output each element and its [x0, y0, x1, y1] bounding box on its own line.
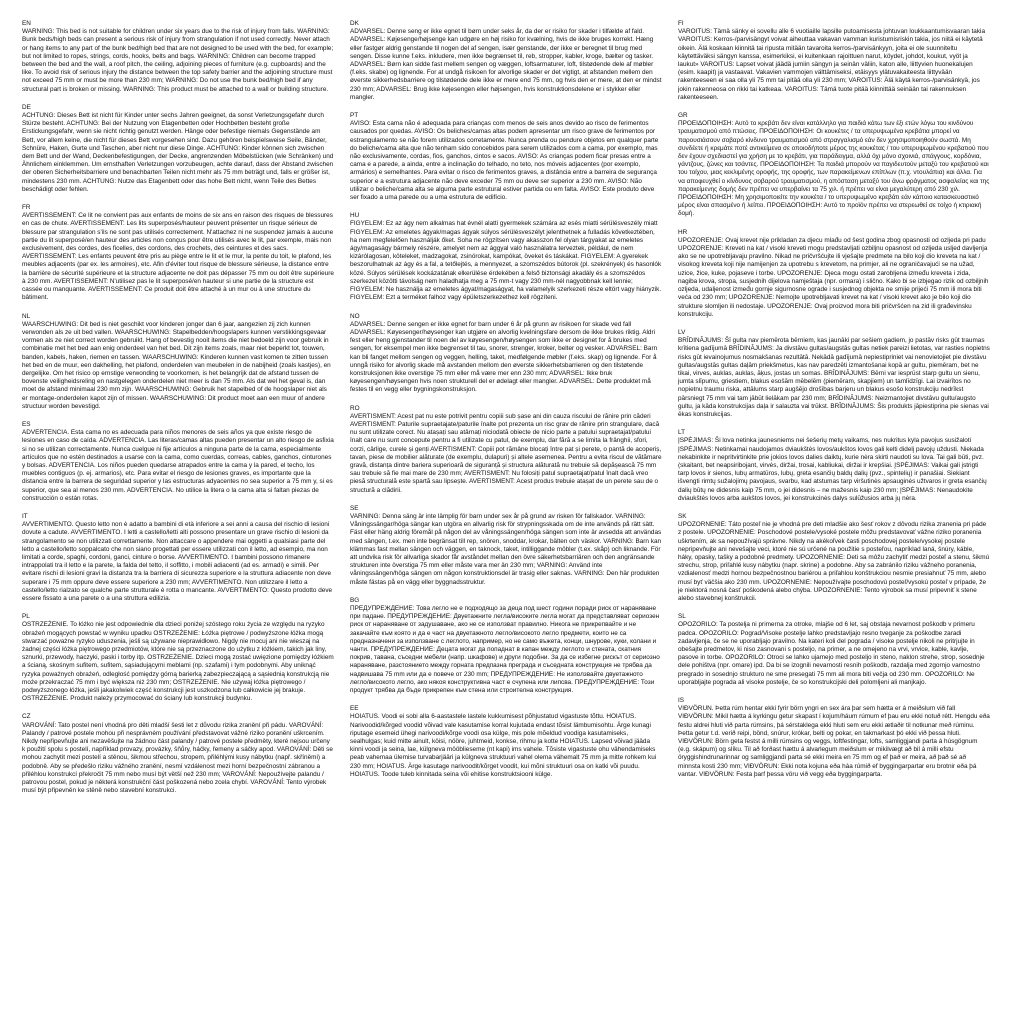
warning-text: HOIATUS. Voodi ei sobi alla 6-aastastele lastele kukkumisest põhjustatud vigastuste tõttu. HOIATUS. Narivoodid/kõrged voodid võivad vale kasutamise korral kujutada endast tõsist lämbumisohtu. Ärge kunagi riputage esemeid ühegi narivoodi/kõrge voodi osa külge, mis pole mõeldud voodiga kasutamiseks, sealhulgas; kuid mitte ainult, köisi, nööre, juhtmeid, konkse, rihmu ja kotte HOIATUS. Lapsed võivad jääda kinni voodi ja seina, lae, külgneva mööblieseme (nt kapi) ims vahele. Tõsiste vigastuste ohu vähendamiseks peab vahemaa ülemise turvabarjääri ja külgneva struktuuri vahel olema vähemalt 75 mm ja mitte rohkem kui 230 mm; HOIATUS. Ärge kasutage narivoodit/kõrget voodit, kui mõni struktuuri osa on katki või puudu. HOIATUS. Toode tuleb kinnitada seina või ehitise konstruktsiooni külge. [350, 713, 657, 778]
language-code: HU [350, 212, 360, 220]
column-middle [350, 20, 662, 1010]
section-fr [22, 204, 334, 302]
section-it [22, 513, 334, 603]
section-lt [678, 429, 990, 503]
warning-text: AVVERTIMENTO. Questo letto non è adatto a bambini di età inferiore a sei anni a causa del rischio di lesioni dovute a cadute. AVVERTIMENTO. I letti a castello/letti alti possono presentare un grave rischio di lesioni da strangolamento se non utilizzati correttamente. Non attaccare o appendere mai oggetti a qualsiasi parte del letto a castello/letto soppalcato che non siano progettati per essere utilizzati con il letto, ad esempio, ma non limitati a corde, spaghi, cordoni, ganci, cinture o borse. AVVERTIMENTO. I bambini possono rimanere intrappolati tra il letto e la parete, la falda del tetto, il soffitto, i mobili adiacenti (ad es. armadi) e simili. Per evitare rischi di lesioni gravi la distanza tra la barriera di sicurezza superiore e la struttura adiacente non deve superare i 75 mm oppure deve essere superiore a 230 mm; AVVERTIMENTO. Non utilizzare il letto a castello/letto rialzato se qualche parte strutturale è rotta o mancante. AVVERTIMENTO: Questo prodotto deve essere fissato a una parete o a una struttura edilizia. [22, 521, 333, 602]
language-code: NO [350, 312, 360, 320]
warning-text: VARNING: Denna säng är inte lämplig för barn under sex år på grund av risken för fallskador. VARNING: Våningssängar/höga sängar kan utgöra en allvarlig risk för strypningsskada om de inte används på rätt sätt. Fäst eller häng aldrig föremål på någon del av våningssängen/höga sängen som inte är avsedda att användas med sängen, t.ex. men inte begränsat till rep, snören, snoddar, krokar, bälten och väskor. VARNING: Barn kan klämmas fast mellan sängen och väggen, en taknock, taket, intilliggande möbler (t.ex. skåp) och liknande. För att undvika risk för allvarliga skador får avståndet mellan den övre säkerhetsbarriären och den angränsande strukturen inte överstiga 75 mm eller måste vara mer än 230 mm; VARNING: Använd inte våningssängen/höga sängen om någon konstruktionsdel är trasig eller saknas. VARNING: Den här produkten måste fästas på en vägg eller byggnadsstruktur. [350, 512, 662, 586]
warning-text: ПРЕДУПРЕЖДЕНИЕ: Това легло не е подходящо за деца под шест години поради риск от нараняване при падане. ПРЕДУПРЕЖДЕНИЕ: Двуетажните легла/високите легла могат да представляват сериозен риск от нараняване от задушаване, ако не се използват правилно. Никога не прикрепвайте и не закачайте към която и да е част на двуетажното легло/високото легло предмети, които не са предназначени за използване с леглото, например, но не само въжета, конци, шнурове, куки, колани и чанти. ПРЕДУПРЕЖДЕНИЕ: Децата могат да попаднат в капан между леглото и стената, скатния покрив, тавана, съседни мебели (напр. шкафове) и други подобни. За да се избегне рискът от сериозно нараняване, разстоянието между горната предпазна преграда и съседната конструкция не трябва да надвишава 75 mm или да е повече от 230 mm; ПРЕДУПРЕЖДЕНИЕ: Не използвайте двуетажното легло/високото легло, ако някоя конструктивна част е счупена или липсва. ПРЕДУПРЕЖДЕНИЕ: Този продукт трябва да бъде прикрепен към стена или строителна конструкция. [350, 605, 660, 695]
language-code: DK [350, 20, 359, 27]
warning-text: AVISO: Esta cama não é adequada para crianças com menos de seis anos devido ao risco de ferimentos causados por quedas. AVISO: Os beliches/camas altas podem apresentar um risco grave de ferimentos por estrangulamento se não forem utilizados corretamente. Nunca prenda ou pendure objetos em qualquer parte do beliche/cama alta que não tenham sido concebidos para serem utilizados com a cama, por exemplo, mas não exclusivamente, cordas, fios, ganchos, cintos e sacos. AVISO: As crianças podem ficar presas entre a cama e a parede, a ainda, entre a inclinação do telhado, no teto, nos móveis adjacentes (por exemplo, armários) e semelhantes. Para evitar o risco de ferimentos graves, a distância entre a barreira de segurança superior e a estrutura adjacente não deve exceder 75 mm ou deve ser superior a 230 mm. AVISO: Não utilizar o beliche/cama alta se alguma parte estrutural estiver partida ou em falta. AVISO: Este produto deve ser fixado a uma parede ou a uma estrutura de edifício. [350, 120, 659, 202]
warning-text: OPOZORILO: Ta postelja ni primerna za otroke, mlajše od 6 let, saj obstaja nevarnost poškodb v primeru padca. OPOZORILO: Pograd/Visoke postelje lahko predstavljajo resno tveganje za poškodbe zaradi zadavljenja, če se ne uporabljajo pravilno. Na kateri koli del pograda / visoke postelje nikoli ne pritrjujte in obešajte predmetov, ki niso zasnovani s posteljo, na primer, a ne omejeno na vrvi, vrvice, kable, kavlje, pasove in torbe. OPOZORILO: Otroci se lahko ujamejo med posteljo in steno, naklon strehe, strop, sosednje dele pohištva (npr. omare) ipd. Da bi se izognili nevarnosti resnih poškodb, razdalja med zgornjo varnostno pregrado in sosednjo strukturo ne sme presegati 75 mm ali mora biti večja od 230 mm. OPOZORILO: Ne uporabljajte pograda ali visoke postelje, če so konstrukcijski deli polomljeni ali manjkajo. [678, 621, 985, 686]
section-en [22, 20, 334, 94]
language-code: PT [350, 112, 359, 120]
warning-text: UPOZORNENIE: Táto posteľ nie je vhodná pre deti mladšie ako šesť rokov z dôvodu rizika zranenia pri páde z postele. UPOZORNENIE: Poschodové postele/vysoké postele môžu predstavovať vážne riziko poranenia uškrtením, ak sa nepoužívajú správne. Nikdy na akékoľvek časti poschodovej postele/vysokej postele nepripevňujte ani nevešajte veci, ktoré nie sú určené na použitie s posteľou, napríklad laná, šnúry, káble, háky, opasky, tašky a podobné predmety. UPOZORNENIE: Deti sa môžu zachytiť medzi posteľ a stenu, šikmú strechu, strop, priľahlé kusy nábytku (napr. skrine) a podobne. Aby sa zabránilo riziku vážneho poranenia, vzdialenosť medzi hornou bezpečnostnou bariérou a priľahlou konštrukciou nesmie presiahnuť 75 mm, alebo musí byť väčšia ako 230 mm. UPOZORNENIE: Nepoužívajte poschodovú posteľ/vysokú posteľ v prípade, že je niektorá nosná časť poškodená alebo chýba. UPOZORNENIE: Tento výrobok sa musí pripevniť k stene alebo stavebnej konštrukcii. [678, 521, 990, 602]
section-no [350, 313, 662, 395]
language-code: DE [22, 103, 31, 111]
warning-text: WARNING: This bed is not suitable for children under six years due to the risk of injury from falls. WARNING: Bunk beds/high beds can present a serious risk of injury from strangulation if not used correctly. Never attach or hang items to any part of the bunk bed/high bed that are not designed to be used with the bed, for example; but not limited to ropes, strings, cords, hooks, belts and bags. WARNING: Children can become trapped between the bed and the wall, a roof pitch, the ceiling, adjoining pieces of furniture (e.g. cupboards) and the like. To avoid risk of serious injury the distance between the top safety barrier and the adjoining structure must not exceed 75 mm or must be more than 230 mm; WARNING: Do not use the bunk bed/high bed if any structural part is broken or missing. WARNING: This product must be attached to a wall or building structure. [22, 28, 334, 93]
warning-text: VIÐVÖRUN. Þetta rúm hentar ekki fyrir börn yngri en sex ára þar sem hætta er á meiðslum við fall VIÐVÖRUN: Mikil hætta á kyrkingu getur skapast í kojum/háum rúmum ef þau eru ekki notuð rétt. Hengdu eða festu aldrei hluti við parta rúmsins, þá sérstaklega ekki hluti sem eru ekki ætlaðir til notkunar með rúminu. Þetta getur t.d. verið reipi, bönd, snúrur, krókar, belti og pokar, en takmarkast þó ekki við þessa hluti. VIÐVÖRUN: Börn geta festst á milli rúmsins og veggs, loftfestingar, lofts, samliggjandi parta á húsgögnum (e.g. skápum) og slíku. Til að forðast hættu á alvarlegum meiðslum er mikilvægt að bil á milli efstu öryggishindrunarinnar og samliggjandi parta sé ekki meira en 75 mm og ef það er meira, að það sé að minnsta kosti 230 mm; VIÐVÖRUN: Ekki nota kojuna eða háa rúmið ef byggingarpartar eru brotnir eða þá vantar. VIÐVÖRUN: Festa þarf þessa vöru við vegg eða byggingarparta. [678, 705, 990, 778]
column-left [22, 20, 334, 1010]
section-ee [350, 705, 662, 779]
warning-text: WAARSCHUWING: Dit bed is niet geschikt voor kinderen jonger dan 6 jaar, aangezien zij zich kunnen verwonden als ze uit bed vallen. WAARSCHUWING: Stapelbedden/hoogslapers kunnen verstikkingsgevaar vormen als ze niet correct worden gebruikt. Hang of bevestig nooit items die niet bedoeld zijn voor gebruik in combinatie met het bed aan enig onderdeel van het bed. Dit zijn items zoals, maar niet beperkt tot, touwen, banden, kabels, haken, riemen en tassen. WAARSCHUWING: Kinderen kunnen vast komen te zitten tussen het bed en de muur, een dakhelling, het plafond, onderdelen van meubelen in de nabijheid (zoals kastjes), en dergelijke. Om het risico op ernstige verwonding te voorkomen, is het belangrijk dat de afstand tussen de bovenste veiligheidsreling en nastgelegen onderdelen niet meer is dan 75 mm. Als dat wel het geval is, dan moet de afstand minimaal 230 mm zijn. WAARSCHUWING: Gebruik het stapelbed of de hoogslaper niet als er montage-onderdelen kapot zijn of missen. WAARSCHUWING: Dit product moet aan een muur of andere structuur worden bevestigd. [22, 320, 331, 410]
language-code: LV [678, 328, 686, 336]
section-es [22, 421, 334, 503]
section-pt [350, 112, 662, 202]
section-bg [350, 597, 662, 695]
section-lv [678, 329, 990, 419]
language-code: HR [678, 228, 688, 236]
warning-text: AVERTISSEMENT: Ce lit ne convient pas aux enfants de moins de six ans en raison des risques de blessures en cas de chute. AVERTISSEMENT: Les lits superposés/hauteur peuvent présenter un risque sérieux de blessure par strangulation s'ils ne sont pas utilisés correctement. N'attachez ni ne suspendez jamais à aucune partie du lit superposé/en hauteur des articles non conçus pour être utilisés avec le lit, par exemple, mais non exclusivement, des cordes, des ficelles, des cordons, des crochets, des ceintures et des sacs. AVERTISSEMENT: Les enfants peuvent être pris au piège entre le lit et le mur, la pente du toit, le plafond, les meubles adjacents (par ex. les armoires), etc. Afin d'éviter tout risque de blessure sérieuse, la distance entre la barrière de sécurité supérieure et la structure adjacente ne doit pas dépasser 75 mm ou doit être supérieure à 230 mm. AVERTISSEMENT: N'utilisez pas le lit superposé/en hauteur si une partie de la structure est cassée ou manquante. AVERTISSEMENT: Ce produit doit être attaché à un mur ou à une structure du bâtiment. [22, 212, 334, 302]
warning-text: FIGYELEM: Ez az ágy nem alkalmas hat évnél alatti gyermekek számára az esés miatti sérülésveszély miatt FIGYELEM: Az emeletes ágyak/magas ágyak súlyos sérülésveszélyt jelenthetnek a fulladás következtében, ha nem megfelelően használják őket. Soha ne rögzítsen vagy akasszon fel olyan tárgyakat az emeletes ágy/magaságy bármely részére, amelyet nem az ággyal való használatra terveztek, például, de nem kizárólagosan, köteleket, madzagokat, zsinórokat, kampókat, öveket és táskákat. FIGYELEM: A gyerekek beszorulhatnak az ágy és a fal, a tetőlejtés, a mennyezet, a szomszédos bútorok (pl. szekrények) és hasonlók közé. Súlyos sérülések kockázatának elkerülése érdekében a felső biztonsági akadály és a szomszédos szerkezet közötti távolság nem haladhatja meg a 75 mm-t vagy 230 mm-nél nagyobbnak kell lennie; FIGYELEM: Ne használja az emeletes ágyat/magaságyat, ha valamelyik szerkezeti része eltört vagy hiányzik. FIGYELEM: Ezt a terméket falhoz vagy épületszerkezethez kell rögzíteni. [350, 220, 662, 302]
warning-text: ĮSPĖJIMAS: Ši lova netinka jaunesniems nei šešerių metų vaikams, nes nukritus kyla pavojus susižaloti ĮSPĖJIMAS: Netinkamai naudojamos dviaukštės lovos/aukštos lovos gali kelti didelį pavojų uždusti. Niekada nekabinkite ir nepritvirtinkite prie jokios lovos dalies daiktų, kurie nėra skirti naudoti su lova. Tai gali būti, pvz. (skaitant, bet neapsiribojant, virvės, diržai, trosai, kabliukai, diržai ir krepšiai. ĮSPĖJIMAS: Vaikai gali įstrigti tarp lovos ir sienos, lubų armatūros, lubų, greta esančių baldų dalių (pvz., spintelių) ir panašiai. Siekiant išvengti rimtų sužalojimų pavojaus, svarbu, kad atstumas tarp viršutinės apsauginės užtvaros ir greta esančių dalių būtų ne didesnis kaip 75 mm, o jei didesnis – ne mažesnis kaip 230 mm; ĮSPĖJIMAS: Nenaudokite dviaukštės lovos arba aukštos lovos, jei konstrukcinės dalys sulūžusios arba jų nėra. [678, 437, 987, 502]
section-dk [350, 20, 662, 102]
warning-text: AVERTISMENT: Acest pat nu este potrivit pentru copiii sub șase ani din cauza riscului de rănire prin căderi AVERTISMENT: Paturile supraetajate/paturile înalte pot prezenta un risc grav de rănire prin strangulare, dacă nu sunt utilizate corect. Nu atașați sau atârnați niciodată obiecte de nicio parte a patului supraetajat/patului înalt care nu sunt concepute pentru a fi utilizate cu patul, de exemplu, dar fără a se limita la frânghii, sfori, corzi, cârlige, curele și genți AVERTISMENT: Copiii pot rămâne blocați între pat și perete, o pantă de acoperiș, tavan, piese de mobilier alăturate (de exemplu, dulapuri) și altele asemenea. Pentru a evita riscul de vătămare gravă, distanța dintre bariera superioară de siguranță și structura alăturată nu trebuie să depășească 75 mm sau trebuie să fie mai mare de 230 mm; AVERTISMENT: Nu folosiți patul supraetajat/patul înalt dacă vreo piesă structurală este spartă sau lipsește. AVERTISMENT: Acest produs trebuie atașat de un perete sau de o structură a clădirii. [350, 412, 662, 494]
language-code: PL [22, 613, 30, 621]
language-code: EE [350, 705, 359, 713]
section-fi [678, 20, 990, 102]
language-code: IS [678, 697, 685, 705]
warning-text: ADVERTENCIA. Esta cama no es adecuada para niños menores de seis años ya que existe riesgo de lesiones en caso de caída. ADVERTENCIA. Las literas/camas altas pueden presentar un alto riesgo de asfixia si no se utilizan correctamente. Nunca cuelgue ni fije artículos a ninguna parte de la cama, especialmente artículos que no estén destinados a usarse con la cama, como cuerdas, correas, cables, ganchos, cinturones y bolsas. ADVERTENCIA. Los niños pueden quedarse atrapados entre la cama y la pared, el techo, los muebles contiguos (p. ej. armarios), etc. Para evitar el riesgo de lesiones graves, es importante que la distancia entre la barrera de seguridad superior y las estructuras adyacentes no sea superior a 75 mm y, si es superior, que sea al menos 230 mm. ADVERTENCIA. No utilice la litera o la cama alta si faltan piezas de construcción o están rotas. [22, 429, 334, 502]
language-code: SE [350, 504, 359, 512]
language-code: IT [22, 512, 28, 520]
section-sk [678, 513, 990, 603]
warning-document [22, 20, 1007, 1010]
language-code: RO [350, 404, 360, 412]
warning-text: OSTRZEŻENIE. To łóżko nie jest odpowiednie dla dzieci poniżej szóstego roku życia ze względu na ryzyko obrażeń mogących powstać w wyniku upadku OSTRZEŻENIE: Łóżka piętrowe / podwyższone łóżka mogą stwarzać poważne ryzyko uduszenia, jeśli są używane nieprawidłowo. Nigdy nie mocuj ani nie wieszaj na żadnej części łóżka piętrowego przedmiotów, które nie są przeznaczone do użytku z łóżkiem, takich jak liny, sznurki, przewody, haczyki, paski i torby itp. OSTRZEŻENIE. Dzieci mogą zostać uwięzione pomiędzy łóżkiem a ścianą, skośnym sufitem, sufitem, sąsiadującymi meblami (np. szafami) i tym podobnymi. Aby uniknąć ryzyka poważnych obrażeń, odległość pomiędzy górną barierką zabezpieczającą a sąsiednią konstrukcją nie może przekraczać 75 mm i być większa niż 230 mm; OSTRZEŻENIE. Nie używaj łóżka piętrowego / podwyższonego łóżka, jeśli jakakolwiek część konstrukcji jest uszkodzona lub całkowicie jej brakuje. OSTRZEŻENIE. Produkt należy przymocować do ściany lub konstrukcji budynku. [22, 621, 334, 703]
language-code: FR [22, 204, 31, 212]
section-is [678, 697, 990, 779]
section-gr [678, 112, 990, 219]
warning-text: VAROVÁNÍ: Tato postel není vhodná pro děti mladší šesti let z důvodu rizika zranění při pádu. VAROVÁNÍ: Palandy / patrové postele mohou při nesprávném používání představovat vážné riziko poranění uškrcením. Nikdy nepřipevňujte ani nezavěšujte na žádnou část palandy / patrové postele předměty, které nejsou určeny k použití spolu s postelí, například provazy, provázky, šňůry, háčky, řemeny a sáčky apod. VAROVÁNÍ: Děti se mohou zachytit mezi postelí a stěnou, šikmou střechou, stropem, přiléhlými kusy nábytku (např. skříněmi) a podobně. Aby se předešlo riziku vážného zranění, nesmí vzdálenost mezi horní bezpečnostní zábranou a přiléhlou konstrukcí překročit 75 mm nebo musí být větší než 230 mm; VAROVÁNÍ: Nepoužívejte palandu / patrovou postel, pokud je některá konstrukční část poškozená nebo zcela chybí. VAROVÁNÍ: Tento výrobek musí být připevněn ke stěně nebo stavební konstrukci. [22, 721, 333, 795]
warning-text: VAROITUS: Tämä sänky ei sovellu alle 6 vuotiaille lapsille putoamisesta johtuvan loukkaantumisvaaran takia VAROITUS: Kerros-/parvisängyt voivat aiheuttaa vakavan vamman kuristumisriskin takia, jos niitä ei käytetä oikein. Älä koskaan kiinnitä tai ripusta mitään tavaroita kerros-/parvisänkyyn, joita ei ole suunniteltu käytettäväksi sängyn kanssa, esimerkiksi, ei kuitenkaan rajoittuen narut, köydet, johdot, koukut, vyöt ja laukut» VAROITUS: Lapset voivat jäädä jumiin sängyn ja seinän väliin, katon alle, liittyvien huonekalujen (esim. kaapit) ja vastaavat. Vakavien vammojen välttämiseksi, etäisyys ylätuvakaiteesta liittyvään rakenteeseen ei saa olla yli 75 mm tai pitää olla yli 230 mm; VAROITUS: Älä käytä kerros-/parvisänkyä, jos jokin rakenneosa on rikki tai katkeaa. VAROITUS: Tämä tuote pitää kiinnittää seinään tai rakennuksen rakenteeseen. [678, 28, 986, 101]
warning-text: ADVARSEL: Denne sengen er ikke egnet for barn under 6 år på grunn av risikoen for skade ved fall ADVARSEL: Køyesenger/høysenger kan utgjøre en alvorlig kvelningsfare dersom de ikke brukes riktig. Aldri fest eller heng gjenstander til noen del av køyesengen/høysengen som ikke er designet for å brukes med sengen, for eksempel men ikke begrenset til tau, snorer, strenger, kroker, belter og vesker. ADVARSEL: Barn kan bli fanget mellom sengen og veggen, helling, taket, medfølgende møbler (f.eks. skap) og lignende. For å unngå risiko for alvorlig skade må avstanden mellom den øverste sikkerhetsbarrieren og den tilstøtende konstruksjonen ikke overstige 75 mm eller må være mer enn 230 mm; ADVARSEL: Ikke bruk køyesengen/høysengen hvis noen strukturell del er ødelagt eller mangler. ADVARSEL: Dette produktet må festes til en vegg eller bygningskonstruksjon. [350, 320, 658, 394]
language-code: NL [22, 312, 31, 320]
language-code: FI [678, 20, 684, 27]
warning-text: ADVARSEL: Denne seng er ikke egnet til børn under seks år, da der er risiko for skader i tilfælde af fald. ADVARSEL: Køjesenge/højsenge kan udgøre en høj risiko for kvælning, hvis de ikke bruges korrekt. Hæng eller fastgør aldrig genstande til nogen del af sengen, især genstande, der ikke er beregnet til brug med sengen. Disse kunne f.eks. inkludere, men ikke begrænset til, reb, stropper, kabler, kroge, bælter og tasker. ADVARSEL: Børn kan sidde fast mellem sengen og væggen, loftsarmaturer, loft, tilstødende dele af møbler (f.eks. skabe) og lignende. For at undgå risikoen for alvorlige skader er det vigtigt, at afstanden mellem den øverste sikkerhedsbarriere og tilstødende dele ikke er mere end 75 mm, og hvis den er mere, at den er mindst 230 mm; ADVARSEL: Brug ikke køjesengen eller højsengen, hvis konstruktionsdelene er i stykker eller mangler. [350, 28, 662, 101]
section-de [22, 104, 334, 194]
section-pl [22, 613, 334, 703]
language-code: ES [22, 420, 31, 428]
language-code: EN [22, 20, 31, 27]
section-nl [22, 313, 334, 411]
warning-text: UPOZORENJE: Ovaj krevet nije prikladan za djecu mlađu od šest godina zbog opasnosti od ozljeda pri padu UPOZORENJE: Kreveti na kat / visoki kreveti mogu predstavljati ozbiljnu opasnost od ozljeda usljed davljenja ako se ne upotrebljavaju pravilno. Nikad ne pričvršćujte ili vješajte predmete na bilo koji dio kreveta na kat / visokog kreveta koji nije namijenjen za upotrebu s krevetom, na primjer, ali ne ograničavajući se na užad, uzice, žice, kuke, pojaseve i torbe. UPOZORENJE: Djeca mogu ostati zarobljena između kreveta i zida, nagiba krova, stropa, susjednih dijelova namještaja (npr. ormara) i slično. Kako bi se izbjegao rizik od ozbiljnih ozljeda, udaljenost između gornje sigurnosne ograde i susjednog objekta ne smije prijeći 75 mm ili mora biti veća od 230 mm; UPOZORENJE: Nemojte upotrebljavati krevet na kat / visoki krevet ako je bilo koji dio strukture slomljen ili nedostaje. UPOZORENJE: Ovaj proizvod mora biti pričvršćen na zid ili građevinsku konstrukciju. [678, 236, 989, 318]
language-code: CZ [22, 713, 31, 721]
warning-text: ACHTUNG: Dieses Bett ist nicht für Kinder unter sechs Jahren geeignet, da sonst Verletzungsgefahr durch Stürze besteht. ACHTUNG: Bei der Nutzung von Etagenbetten oder Hochbetten besteht große Erstickungsgefahr, wenn sie nicht richtig genutzt werden. Hänge oder befestige niemals Gegenstände am Bett, vor allem keine, die nicht für dieses Bett vorgesehen sind. Dazu gehören beispielsweise Seile, Bänder, Schnüre, Haken, Gurte und Taschen, aber nicht nur diese Dinge. ACHTUNG: Kinder können sich zwischen dem Bett und der Wand, Deckenbefestigungen, der Decke, angrenzenden Möbelstücken (wie Schränken) und Ähnlichem einklemmen. Um ernsthaften Verletzungen vorzubeugen, achte darauf, dass der Abstand zwischen der oberen Sicherheitsbarriere und benachbarten Teilen nicht mehr als 75 mm beträgt und, falls er größer ist, mindestens 230 mm. ACHTUNG: Nutze das Etagenbett oder das hohe Bett nicht, wenn Teile des Bettes beschädigt oder fehlen. [22, 112, 334, 193]
language-code: SL [678, 613, 686, 621]
language-code: GR [678, 112, 688, 120]
language-code: BG [350, 596, 360, 604]
language-code: SK [678, 512, 687, 520]
warning-text: BRĪDINĀJUMS: Šī gulta nav piemērota bērniem, kas jaunāki par sešiem gadiem, jo pastāv risks gūt traumas krītiena gadījumā BRĪDINĀJUMS: Ja divstāvu gultas/augstās gultas netiek pareizi lietotas, var rasties nopietns risks gūt ievainojumus nosmakšanas rezultātā. Nekādā gadījumā nepiestipriniet vai nenovietojiet pie divstāvu gultas/augstās gultas daļām priekšmetus, kas nav paredzēti izmantošanai kopā ar gultu, piemēram, bet ne tikai, virves, auklas, auklas, āķus, jostas un somas. BRĪDINĀJUMS: Bērni var iesprūst starp gultu un sienu, jumta slīpumu, griestiem, blakus esošām mēbelēm (piemēram, skapjiem) un tamlīdzīgi. Lai izvairītos no nopietnu traumu riska, attālums starp augšējo drošības barjeru un blakus esošo konstrukciju nedrīkst pārsniegt 75 mm vai tam jābūt lielākam par 230 mm; BRĪDINĀJUMS: Neizmantojiet divstāvu gultu/augsto gultu, ja kāda konstrukcijas daļa ir salauzta vai trūkst. BRĪDINĀJUMS: Šis produkts jāpiestiprina pie sienas vai ēkas konstrukcijas. [678, 337, 990, 418]
section-cz [22, 713, 334, 795]
section-se [350, 505, 662, 587]
warning-text: ΠΡΟΕΙΔΟΠΟΙΗΣΗ: Αυτό το κρεβάτι δεν είναι κατάλληλο για παιδιά κάτω των έξι ετών λόγω του κινδύνου τραυματισμού από πτώσεις. ΠΡΟΕΙΔΟΠΟΙΗΣΗ: Οι κουκέτες / τα υπερυψωμένα κρεβάτια μπορεί να παρουσιάσουν σοβαρό κίνδυνο τραυματισμού από στραγγαλισμό εάν δεν χρησιμοποιηθούν σωστά. Μη συνδέετε ή κρεμάτε ποτέ αντικείμενα σε οποιοδήποτε μέρος της κουκέτας / του υπερυψωμένου κρεβατιού που δεν έχουν σχεδιαστεί για χρήση με το κρεβάτι, για παράδειγμα, αλλά όχι μόνο σχοινιά, σπάγγους, κορδόνια, γάντζους, ζώνες και τσάντες. ΠΡΟΕΙΔΟΠΟΙΗΣΗ: Τα παιδιά μπορούν να παγιδευτούν μεταξύ του κρεβατιού και του τοίχου, μιας κεκλιμένης οροφής, της οροφής, των παρακείμενων επίπλων (π.χ. ντουλάπια) και άλλα. Για να αποφευχθεί ο κίνδυνος σοβαρού τραυματισμού, η απόσταση μεταξύ του άνω φράγματος ασφαλείας και της παρακείμενης δομής δεν πρέπει να υπερβαίνει τα 75 χιλ. ή πρέπει να είναι μεγαλύτερη από 230 χιλ. ΠΡΟΕΙΔΟΠΟΙΗΣΗ: Μη χρησιμοποιείτε την κουκέτα / το υπερυψωμένο κρεβάτι εάν κάποιο κατασκευαστικό μέρος είναι σπασμένο ή λείπει. ΠΡΟΕΙΔΟΠΟΙΗΣΗ: Αυτό το προϊόν πρέπει να στερεωθεί σε τοίχο ή κτιριακή δομή. [678, 120, 990, 218]
section-hu [350, 212, 662, 302]
section-sl [678, 613, 990, 687]
column-right [678, 20, 990, 1010]
section-hr [678, 229, 990, 319]
section-ro [350, 405, 662, 495]
language-code: LT [678, 429, 685, 437]
